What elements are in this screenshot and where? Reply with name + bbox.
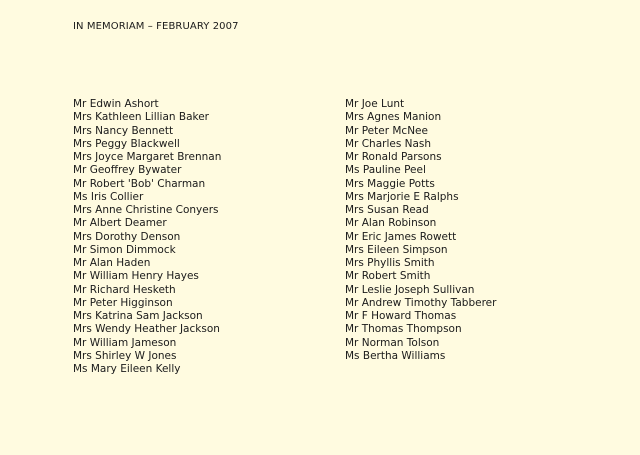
memorial-name: Mr Eric James Rowett bbox=[345, 230, 457, 243]
memorial-name: Mrs Marjorie E Ralphs bbox=[345, 190, 459, 203]
memorial-name: Mr William Henry Hayes bbox=[73, 270, 199, 283]
memorial-name: Mrs Peggy Blackwell bbox=[73, 137, 180, 150]
memorial-name: Mrs Joyce Margaret Brennan bbox=[73, 151, 222, 163]
memorial-name: Mr William Jameson bbox=[73, 336, 177, 349]
memorial-name: Mrs Anne Christine Conyers bbox=[73, 204, 219, 216]
memorial-name: Ms Mary Eileen Kelly bbox=[73, 363, 181, 375]
memorial-name: Mr Robert Smith bbox=[345, 270, 431, 283]
memorial-name: Mr Peter McNee bbox=[345, 124, 428, 137]
memorial-name: Mr Richard Hesketh bbox=[73, 283, 176, 296]
memorial-name: Mr Albert Deamer bbox=[73, 217, 167, 230]
memorial-name: Mrs Shirley W Jones bbox=[73, 349, 177, 362]
memorial-name: Mr Alan Haden bbox=[73, 257, 151, 269]
memorial-name: Mr F Howard Thomas bbox=[345, 310, 457, 322]
memorial-name: Mrs Maggie Potts bbox=[345, 177, 435, 190]
memorial-name: Mrs Katrina Sam Jackson bbox=[73, 310, 203, 322]
memorial-name: Ms Iris Collier bbox=[73, 190, 144, 203]
memorial-name: Mrs Kathleen Lillian Baker bbox=[73, 111, 209, 124]
memorial-name: Mr Leslie Joseph Sullivan bbox=[345, 283, 475, 296]
page-title: IN MEMORIAM – FEBRUARY 2007 bbox=[73, 21, 239, 32]
memorial-name: Mrs Wendy Heather Jackson bbox=[73, 323, 220, 336]
memorial-name: Mr Geoffrey Bywater bbox=[73, 164, 182, 177]
memorial-name: Mr Robert 'Bob' Charman bbox=[73, 177, 206, 190]
memorial-name: Mr Thomas Thompson bbox=[345, 323, 462, 336]
memorial-name: Mr Peter Higginson bbox=[73, 296, 173, 309]
memorial-name: Mr Andrew Timothy Tabberer bbox=[345, 296, 497, 309]
memorial-name: Mrs Phyllis Smith bbox=[345, 257, 435, 269]
memorial-name: Mr Edwin Ashort bbox=[73, 98, 159, 110]
memorial-name: Mrs Nancy Bennett bbox=[73, 124, 174, 137]
memorial-name: Mr Simon Dimmock bbox=[73, 243, 176, 256]
memorial-name: Ms Pauline Peel bbox=[345, 164, 426, 177]
names-column-right bbox=[345, 98, 496, 363]
memorial-name: Mr Ronald Parsons bbox=[345, 151, 442, 163]
memorial-name: Mr Alan Robinson bbox=[345, 217, 437, 230]
memorial-name: Mrs Eileen Simpson bbox=[345, 243, 448, 256]
memorial-name: Mrs Susan Read bbox=[345, 204, 429, 216]
memorial-name: Mr Joe Lunt bbox=[345, 98, 405, 110]
names-column-left bbox=[73, 98, 221, 376]
memorial-name: Mrs Agnes Manion bbox=[345, 111, 442, 124]
memorial-name: Ms Bertha Williams bbox=[345, 349, 446, 362]
memorial-name: Mrs Dorothy Denson bbox=[73, 230, 181, 243]
memorial-name: Mr Norman Tolson bbox=[345, 336, 440, 349]
memorial-name: Mr Charles Nash bbox=[345, 137, 432, 150]
